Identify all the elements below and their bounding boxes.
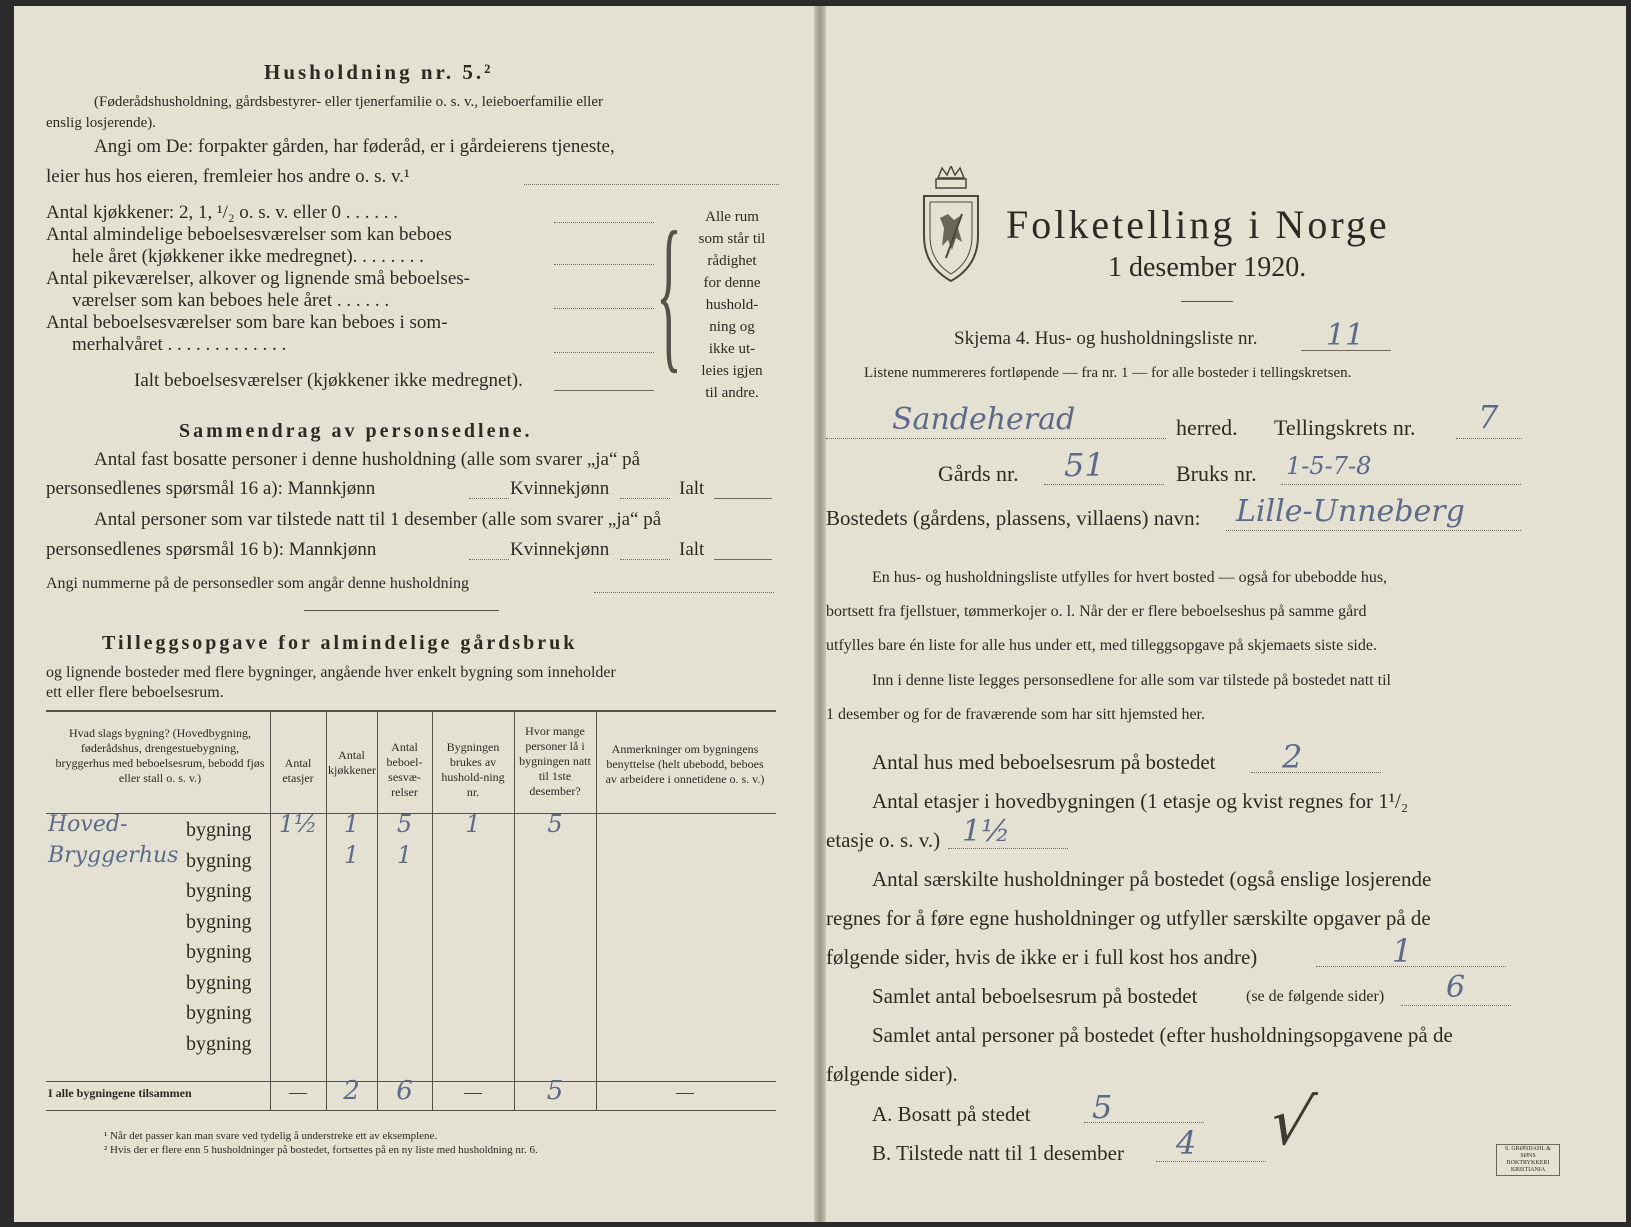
summary-a-mann-answer	[469, 498, 509, 499]
rooms-kjokkener-answer	[554, 222, 654, 223]
tellingskrets-line	[1456, 438, 1522, 439]
antal-hus-line	[1251, 772, 1381, 773]
angi-nummerne-answer	[594, 592, 774, 593]
para2-line2: 1 desember og for de fraværende som har sitt hjemsted her.	[826, 706, 1205, 723]
check-mark: √	[1263, 1086, 1320, 1160]
census-form-spread	[14, 6, 1626, 1222]
tilstede-value: 4	[1176, 1124, 1197, 1162]
building-name: Bryggerhus	[48, 843, 179, 868]
household-intro-line1: (Føderådshusholdning, gårdsbestyrer- eller tjenerfamilie o. s. v., leieboerfamilie eller	[94, 94, 603, 110]
header-etasjer: Antal etasjer	[282, 756, 314, 785]
summary-b-line2: personsedlenes spørsmål 16 b): Mannkjønn	[46, 539, 377, 560]
para1-line3: utfylles bare én liste for alle hus under ett, med tilleggsopgave på skjemaets siste side.	[826, 637, 1377, 654]
saerskilte-line1: Antal særskilte husholdninger på bostedet (også enslige losjerende	[872, 867, 1432, 891]
building-suffix: bygning	[186, 1033, 252, 1055]
bosted-value: Lille-Unneberg	[1236, 494, 1465, 529]
building-name: Hoved-	[48, 812, 128, 837]
summary-a-kvinne-label: Kvinnekjønn	[510, 478, 610, 499]
household-intro-line2: enslig losjerende).	[46, 115, 156, 131]
angi-nummerne: Angi nummerne på de personsedler som angår denne husholdning	[46, 575, 470, 592]
summary-title: Sammendrag av personsedlene.	[179, 420, 533, 442]
rooms-ialt: Ialt beboelsesværelser (kjøkkener ikke medregnet).	[134, 370, 523, 391]
listene-note: Listene nummereres fortløpende — fra nr. 1 — for alle bosteder i tellingskretsen.	[864, 365, 1352, 381]
side-note-line: rådighet	[707, 253, 757, 269]
table-bottom-rule	[46, 1110, 776, 1111]
summary-a-ialt-answer	[714, 498, 772, 499]
rooms-pike-answer	[554, 308, 654, 309]
total-etasjer: —	[289, 1082, 307, 1102]
total-anm: —	[676, 1082, 694, 1102]
angi-line1: Angi om De: forpakter gården, har føderåd, er i gårdeierens tjeneste,	[94, 136, 615, 157]
cell-personer: 5	[547, 810, 563, 838]
tilstede-label: B. Tilstede natt til 1 desember	[872, 1141, 1124, 1165]
census-date: 1 desember 1920.	[1108, 252, 1307, 283]
summary-b-mann-answer	[469, 559, 509, 560]
building-suffix: bygning	[186, 972, 252, 994]
footnote-1: ¹ Når det passer kan man svare ved tydelig å understreke ett av eksemplene.	[104, 1130, 438, 1142]
para2-line1: Inn i denne liste legges personsedlene for alle som var tilstede på bostedet natt til	[872, 672, 1391, 689]
bosatt-value: 5	[1092, 1088, 1113, 1126]
printer-stamp: S. GRØNDAHL & SØNS BOKTRYKKERI KRISTIANIA	[1496, 1144, 1560, 1176]
tellingskrets-value: 7	[1478, 398, 1499, 436]
header-husholdning: Bygningen brukes av hushold-ning nr.	[441, 740, 505, 799]
gards-line	[1044, 484, 1164, 485]
para1-line1: En hus- og husholdningsliste utfylles for hvert bosted — også for ubebodde hus,	[872, 569, 1388, 586]
cell-kjokkener: 1	[343, 841, 360, 869]
bosatt-label: A. Bosatt på stedet	[872, 1102, 1031, 1126]
rooms-almindelige-answer	[554, 264, 654, 265]
summary-a-line1: Antal fast bosatte personer i denne husholdning (alle som svarer „ja“ på	[94, 449, 641, 470]
herred-value: Sandeherad	[892, 402, 1076, 437]
side-note-line: leies igjen	[701, 363, 763, 379]
skjema-label: Skjema 4. Hus- og husholdningsliste nr.	[954, 328, 1258, 349]
side-note-line: Alle rum	[705, 209, 759, 225]
header-vaerelser: Antal beboel-sesvæ-relser	[386, 740, 423, 799]
header-kjokkener: Antal kjøkkener	[328, 748, 376, 777]
total-vaerelser: 6	[396, 1076, 413, 1106]
rooms-almindelige-2: hele året (kjøkkener ikke medregnet). . . . . . . .	[72, 246, 424, 267]
rooms-side-note	[694, 206, 770, 404]
herred-label: herred.	[1176, 415, 1238, 440]
etasjer-line1: Antal etasjer i hovedbygningen (1 etasje og kvist regnes for 1¹/₂	[872, 789, 1409, 813]
rooms-ialt-answer	[554, 390, 654, 391]
bruks-value: 1-5-7-8	[1286, 452, 1372, 480]
tillegg-line1: og lignende bosteder med flere bygninger, angående hver enkelt bygning som inneholder	[46, 664, 616, 681]
tillegg-line2: ett eller flere beboelsesrum.	[46, 684, 224, 701]
cell-vaerelser: 1	[396, 841, 413, 869]
summary-b-ialt-answer	[714, 559, 772, 560]
tillegg-title: Tilleggsopgave for almindelige gårdsbruk	[102, 632, 578, 654]
saerskilte-value: 1	[1392, 932, 1413, 970]
cell-husholdning: 1	[465, 810, 481, 838]
skjema-nr-value: 11	[1326, 318, 1365, 353]
summary-b-kvinne-label: Kvinnekjønn	[510, 539, 610, 560]
bosted-label: Bostedets (gårdens, plassens, villaens) navn:	[826, 506, 1201, 530]
building-suffix: bygning	[186, 880, 252, 902]
bruks-label: Bruks nr.	[1176, 461, 1257, 486]
etasjer-line2: etasje o. s. v.)	[826, 828, 941, 852]
header-anmerkninger: Anmerkninger om bygningens benyttelse (helt ubebodd, beboes av arbeidere i onnetidene o. s. v.)	[605, 742, 765, 786]
building-suffix: bygning	[186, 819, 252, 841]
title-divider	[1181, 301, 1233, 302]
side-note-line: som står til	[698, 231, 766, 247]
left-page	[14, 6, 814, 1222]
coat-of-arms-icon	[916, 166, 986, 286]
gards-label: Gårds nr.	[938, 461, 1019, 486]
cell-kjokkener: 1	[343, 810, 360, 838]
summary-a-kvinne-answer	[620, 498, 670, 499]
rooms-almindelige-1: Antal almindelige beboelsesværelser som kan beboes	[46, 224, 452, 245]
rooms-pike-1: Antal pikeværelser, alkover og lignende små beboelses-	[46, 268, 470, 289]
table-top-rule	[46, 710, 776, 712]
etasjer-value: 1½	[962, 814, 1011, 849]
side-note-line: ning og	[709, 319, 755, 335]
right-page	[826, 6, 1626, 1222]
building-suffix: bygning	[186, 941, 252, 963]
page-gutter	[814, 6, 826, 1222]
building-suffix: bygning	[186, 911, 252, 933]
section-divider	[304, 610, 499, 611]
cell-etasjer: 1½	[278, 810, 318, 838]
samlet-rum-label: Samlet antal beboelsesrum på bostedet	[872, 984, 1198, 1008]
antal-hus-label: Antal hus med beboelsesrum på bostedet	[872, 750, 1216, 774]
total-husholdning: —	[464, 1082, 482, 1102]
gards-value: 51	[1064, 446, 1105, 484]
header-building-type: Hvad slags bygning? (Hovedbygning, føderådshus, drengestuebygning, bryggerhus med beboelsesrum, bebodd fjøs eller stall o. s. v.)	[55, 726, 265, 785]
saerskilte-line2: regnes for å føre egne husholdninger og utfyller særskilte opgaver på de	[826, 906, 1431, 930]
census-title: Folketelling i Norge	[1006, 202, 1390, 247]
table-col-divider	[326, 711, 327, 1111]
side-note-line: til andre.	[705, 385, 759, 401]
summary-b-ialt-label: Ialt	[679, 539, 705, 560]
herred-line	[826, 438, 1166, 439]
angi-line2: leier hus hos eieren, fremleier hos andre o. s. v.¹	[46, 166, 410, 187]
building-suffix: bygning	[186, 850, 252, 872]
building-suffix: bygning	[186, 1002, 252, 1024]
summary-a-line2: personsedlenes spørsmål 16 a): Mannkjønn	[46, 478, 376, 499]
household-title: Husholdning nr. 5.²	[264, 60, 494, 84]
table-col-divider	[596, 711, 597, 1111]
summary-b-kvinne-answer	[620, 559, 670, 560]
side-note-line: ikke ut-	[708, 341, 756, 357]
table-col-divider	[432, 711, 433, 1111]
table-total-label: I alle bygningene tilsammen	[48, 1086, 192, 1100]
rooms-sommer-1: Antal beboelsesværelser som bare kan beboes i som-	[46, 312, 448, 333]
tellingskrets-label: Tellingskrets nr.	[1274, 415, 1416, 440]
table-col-divider	[270, 711, 271, 1111]
total-personer: 5	[546, 1076, 564, 1106]
table-col-divider	[514, 711, 515, 1111]
samlet-rum-value: 6	[1446, 970, 1466, 1005]
samlet-rum-note: (se de følgende sider)	[1246, 988, 1385, 1005]
rooms-brace: {	[656, 196, 682, 389]
rooms-sommer-answer	[554, 352, 654, 353]
table-col-divider	[377, 711, 378, 1111]
side-note-line: hushold-	[705, 297, 759, 313]
saerskilte-line3: følgende sider, hvis de ikke er i full kost hos andre)	[826, 945, 1258, 969]
summary-b-line1: Antal personer som var tilstede natt til 1 desember (alle som svarer „ja“ på	[94, 509, 662, 530]
side-note-line: for denne	[703, 275, 761, 291]
antal-hus-value: 2	[1282, 738, 1303, 776]
cell-vaerelser: 5	[396, 810, 413, 838]
samlet-rum-line	[1401, 1005, 1511, 1006]
rooms-sommer-2: merhalvåret . . . . . . . . . . . . .	[72, 334, 287, 355]
bruks-line	[1281, 484, 1521, 485]
samlet-pers-line2: følgende sider).	[826, 1062, 958, 1086]
total-kjokkener: 2	[343, 1076, 360, 1106]
footnote-2: ² Hvis der er flere enn 5 husholdninger på bostedet, fortsettes på en ny liste med husholdning nr. 6.	[104, 1144, 538, 1156]
samlet-pers-line1: Samlet antal personer på bostedet (efter husholdningsopgavene på de	[872, 1023, 1453, 1047]
summary-a-ialt-label: Ialt	[679, 478, 705, 499]
bosted-line	[1226, 530, 1521, 531]
para1-line2: bortsett fra fjellstuer, tømmerkojer o. l. Når der er flere beboelseshus på samme gård	[826, 603, 1367, 620]
angi-answer-line	[524, 184, 779, 185]
header-personer: Hvor mange personer lå i bygningen natt til 1ste desember?	[519, 724, 591, 798]
rooms-kjokkener: Antal kjøkkener: 2, 1, ¹/₂ o. s. v. eller 0 . . . . . .	[46, 202, 398, 223]
tilstede-line	[1156, 1161, 1266, 1162]
rooms-pike-2: værelser som kan beboes hele året . . . . . .	[72, 290, 390, 311]
